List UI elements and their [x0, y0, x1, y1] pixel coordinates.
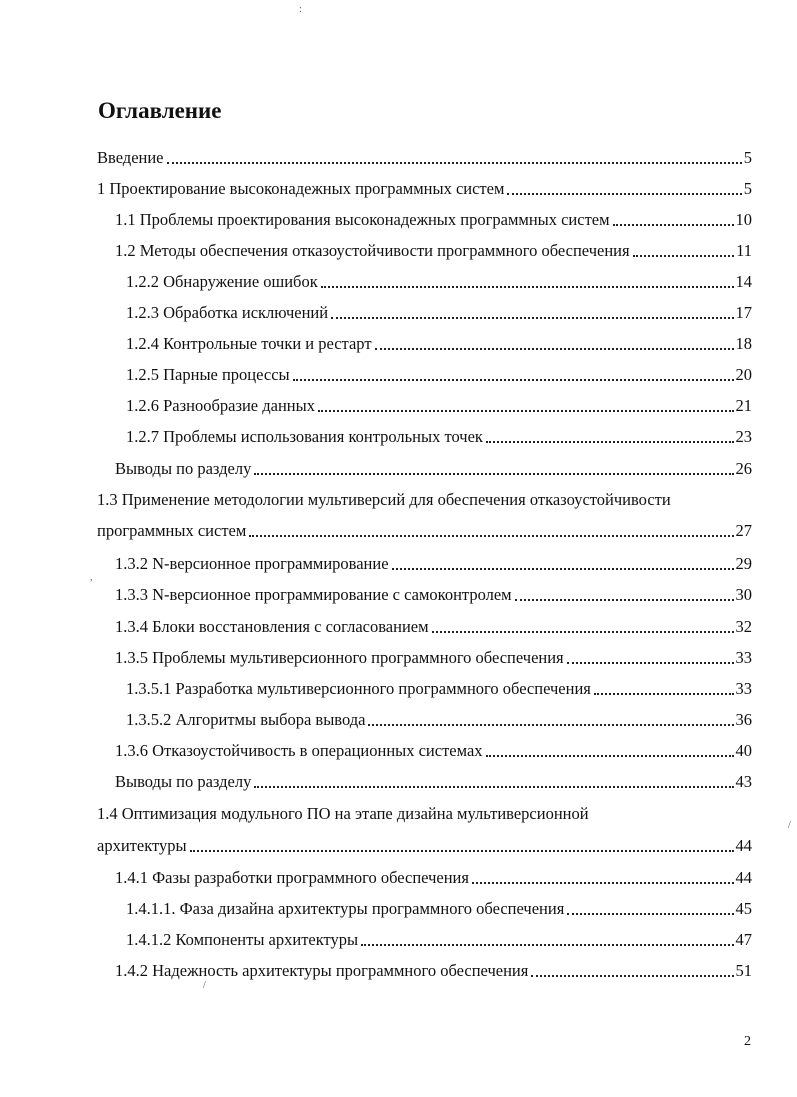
toc-entry-label: 1.3.6 Отказоустойчивость в операционных системах — [115, 741, 483, 760]
toc-entry-label: 1.4.1 Фазы разработки программного обеспечения — [115, 868, 469, 887]
toc-entry[interactable] — [97, 517, 752, 541]
toc-entry[interactable] — [115, 768, 752, 792]
toc-entry-page: 27 — [735, 521, 752, 540]
scan-mark-left: , — [90, 572, 93, 583]
toc-entry[interactable] — [126, 392, 752, 416]
toc-entry-label-continuation: архитектуры — [97, 836, 187, 855]
toc-entry-page: 33 — [735, 679, 752, 698]
dot-leader — [432, 625, 734, 633]
scan-mark-bottom: / — [203, 980, 206, 991]
toc-entry[interactable] — [126, 926, 752, 950]
dot-leader — [368, 718, 733, 726]
toc-entry[interactable] — [126, 299, 752, 323]
toc-entry-label: 1.2 Методы обеспечения отказоустойчивости программного обеспечения — [115, 241, 630, 260]
toc-entry[interactable] — [115, 864, 752, 888]
toc-entry-page: 23 — [735, 427, 752, 446]
toc-entry-label-continuation: программных систем — [97, 521, 247, 540]
scan-mark-right: / — [788, 820, 791, 831]
toc-entry[interactable] — [126, 423, 752, 447]
toc-entry-page: 26 — [735, 459, 752, 478]
toc-entry[interactable] — [126, 361, 752, 385]
dot-leader — [486, 749, 734, 757]
toc-entry-page: 40 — [735, 741, 752, 760]
toc-entry-heading-line[interactable] — [97, 486, 671, 510]
page-title: Оглавление — [98, 98, 222, 123]
toc-entry[interactable] — [97, 144, 752, 168]
dot-leader — [515, 593, 734, 601]
dot-leader — [633, 249, 735, 257]
toc-entry-label: 1.2.3 Обработка исключений — [126, 303, 329, 322]
toc-entry[interactable] — [115, 206, 752, 230]
toc-entry-label: 1.3.3 N-версионное программирование с самоконтролем — [115, 585, 512, 604]
dot-leader — [375, 342, 734, 350]
dot-leader — [254, 780, 733, 788]
toc-entry[interactable] — [97, 175, 752, 199]
toc-entry-label: 1 Проектирование высоконадежных программных систем — [97, 179, 505, 198]
dot-leader — [472, 876, 734, 884]
toc-entry-label: 1.3.5.1 Разработка мультиверсионного программного обеспечения — [126, 679, 591, 698]
toc-entry-label: Выводы по разделу — [115, 772, 252, 791]
toc-entry-label: 1.3 Применение методологии мультиверсий для обеспечения отказоустойчивости — [97, 490, 671, 509]
toc-entry[interactable] — [126, 706, 752, 730]
toc-entry-label: 1.2.6 Разнообразие данных — [126, 396, 315, 415]
toc-entry[interactable] — [115, 644, 752, 668]
dot-leader — [567, 656, 734, 664]
toc-entry-page: 21 — [735, 396, 752, 415]
dot-leader — [321, 280, 734, 288]
page-number: 2 — [744, 1034, 751, 1049]
toc-entry-page: 43 — [735, 772, 752, 791]
toc-entry[interactable] — [115, 957, 752, 981]
toc-entry[interactable] — [126, 268, 752, 292]
toc-entry-label: 1.4.1.1. Фаза дизайна архитектуры программного обеспечения — [126, 899, 565, 918]
toc-entry-page: 47 — [735, 930, 752, 949]
toc-entry-page: 51 — [735, 961, 752, 980]
toc-entry[interactable] — [126, 675, 752, 699]
dot-leader — [318, 404, 734, 412]
toc-entry-page: 17 — [735, 303, 752, 322]
toc-entry[interactable] — [115, 737, 752, 761]
toc-entry-label: 1.3.2 N-версионное программирование — [115, 554, 389, 573]
toc-entry-label: Введение — [97, 148, 164, 167]
dot-leader — [594, 687, 734, 695]
toc-entry-label: 1.2.4 Контрольные точки и рестарт — [126, 334, 372, 353]
toc-entry[interactable] — [115, 581, 752, 605]
toc-entry-page: 36 — [735, 710, 752, 729]
dot-leader — [486, 435, 734, 443]
toc-entry-page: 30 — [735, 585, 752, 604]
dot-leader — [249, 529, 733, 537]
toc-entry-label: 1.3.5.2 Алгоритмы выбора вывода — [126, 710, 366, 729]
toc-entry-page: 11 — [736, 241, 752, 260]
toc-entry-heading-line[interactable] — [97, 800, 589, 824]
dot-leader — [507, 187, 741, 195]
toc-entry[interactable] — [115, 237, 752, 261]
toc-entry-label: 1.4.2 Надежность архитектуры программного обеспечения — [115, 961, 529, 980]
scan-mark-top: : — [299, 4, 302, 15]
toc-entry-page: 5 — [743, 179, 752, 198]
dot-leader — [167, 156, 742, 164]
toc-entry[interactable] — [97, 832, 752, 856]
toc-entry-label: 1.4.1.2 Компоненты архитектуры — [126, 930, 359, 949]
dot-leader — [293, 373, 734, 381]
dot-leader — [331, 311, 733, 319]
toc-entry[interactable] — [115, 550, 752, 574]
toc-entry-page: 29 — [735, 554, 752, 573]
toc-entry-page: 18 — [735, 334, 752, 353]
toc-entry-label: Выводы по разделу — [115, 459, 252, 478]
toc-entry-label: 1.4 Оптимизация модульного ПО на этапе дизайна мультиверсионной — [97, 804, 589, 823]
toc-entry-label: 1.3.5 Проблемы мультиверсионного программного обеспечения — [115, 648, 564, 667]
toc-entry[interactable] — [115, 455, 752, 479]
toc-entry[interactable] — [115, 613, 752, 637]
toc-entry-label: 1.2.5 Парные процессы — [126, 365, 290, 384]
toc-entry[interactable] — [126, 330, 752, 354]
toc-entry-page: 10 — [735, 210, 752, 229]
dot-leader — [361, 938, 733, 946]
toc-entry-page: 44 — [735, 836, 752, 855]
toc-entry-page: 45 — [735, 899, 752, 918]
toc-entry-page: 32 — [735, 617, 752, 636]
dot-leader — [190, 844, 734, 852]
dot-leader — [613, 218, 734, 226]
toc-entry-page: 44 — [735, 868, 752, 887]
toc-entry-page: 14 — [735, 272, 752, 291]
toc-entry-page: 5 — [743, 148, 752, 167]
toc-entry-label: 1.3.4 Блоки восстановления с согласованием — [115, 617, 429, 636]
dot-leader — [531, 969, 733, 977]
toc-entry-page: 20 — [735, 365, 752, 384]
toc-entry-label: 1.1 Проблемы проектирования высоконадежных программных систем — [115, 210, 610, 229]
toc-entry-label: 1.2.2 Обнаружение ошибок — [126, 272, 318, 291]
dot-leader — [392, 562, 734, 570]
toc-entry-page: 33 — [735, 648, 752, 667]
toc-entry-label: 1.2.7 Проблемы использования контрольных точек — [126, 427, 483, 446]
toc-entry[interactable] — [126, 895, 752, 919]
dot-leader — [254, 467, 733, 475]
dot-leader — [567, 907, 733, 915]
